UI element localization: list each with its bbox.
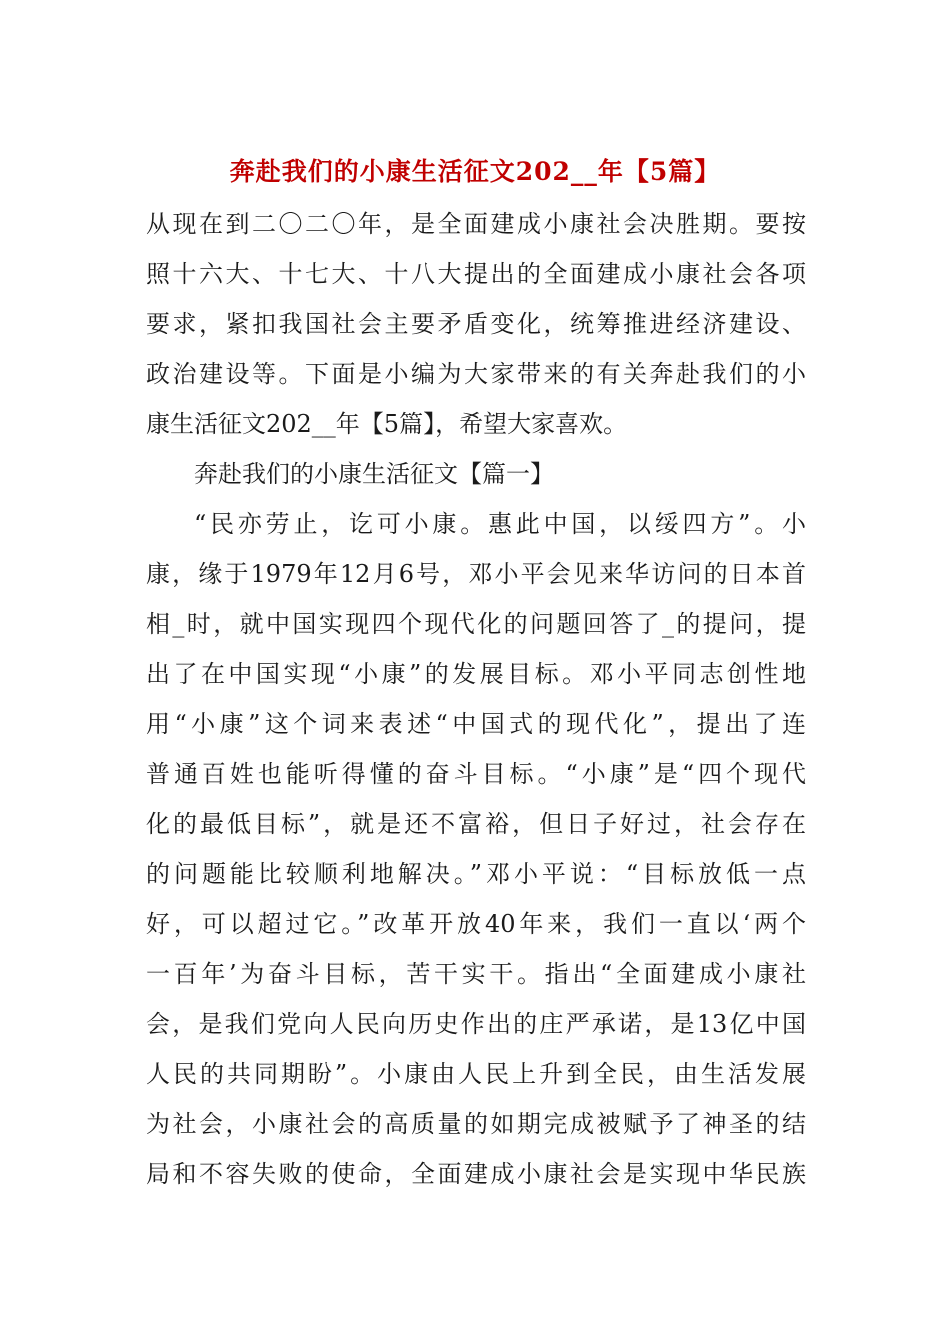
- paragraph-line: 从现在到二〇二〇年，是全面建成小康社会决胜期。要按: [146, 210, 806, 238]
- paragraph-line: 照十六大、十七大、十八大提出的全面建成小康社会各项: [146, 260, 806, 288]
- paragraph-line: 人民的共同期盼”。小康由人民上升到全民，由生活发展: [146, 1060, 806, 1088]
- paragraph-line: 好，可以超过它。”改革开放40年来，我们一直以‘两个: [146, 910, 806, 938]
- section-heading: 奔赴我们的小康生活征文【篇一】: [194, 460, 554, 488]
- paragraph-line: 康，缘于1979年12月6号，邓小平会见来华访问的日本首: [146, 560, 806, 588]
- paragraph-line: 政治建设等。下面是小编为大家带来的有关奔赴我们的小: [146, 360, 806, 388]
- paragraph-line: 局和不容失败的使命，全面建成小康社会是实现中华民族: [146, 1160, 806, 1188]
- paragraph-line: 相_时，就中国实现四个现代化的问题回答了_的提问，提: [146, 610, 806, 638]
- document-body: [146, 199, 806, 1199]
- paragraph-line: 为社会，小康社会的高质量的如期完成被赋予了神圣的结: [146, 1110, 806, 1138]
- paragraph-line: 一百年’为奋斗目标，苦干实干。指出“全面建成小康社: [146, 960, 806, 988]
- paragraph-line: 普通百姓也能听得懂的奋斗目标。“小康”是“四个现代: [146, 760, 806, 788]
- paragraph-line: 要求，紧扣我国社会主要矛盾变化，统筹推进经济建设、: [146, 310, 806, 338]
- paragraph-line: 的问题能比较顺利地解决。”邓小平说：“目标放低一点: [146, 860, 806, 888]
- paragraph-line: 出了在中国实现“小康”的发展目标。邓小平同志创性地: [146, 660, 806, 688]
- paragraph-line: “民亦劳止，讫可小康。惠此中国，以绥四方”。小: [194, 510, 806, 538]
- paragraph-line: 康生活征文202__年【5篇】，希望大家喜欢。: [146, 410, 628, 438]
- paragraph-line: 会，是我们党向人民向历史作出的庄严承诺，是13亿中国: [146, 1010, 806, 1038]
- document-title: 奔赴我们的小康生活征文202__年【5篇】: [229, 157, 721, 186]
- paragraph-line: 化的最低目标”，就是还不富裕，但日子好过，社会存在: [146, 810, 806, 838]
- paragraph-line: 用“小康”这个词来表述“中国式的现代化”，提出了连: [146, 710, 806, 738]
